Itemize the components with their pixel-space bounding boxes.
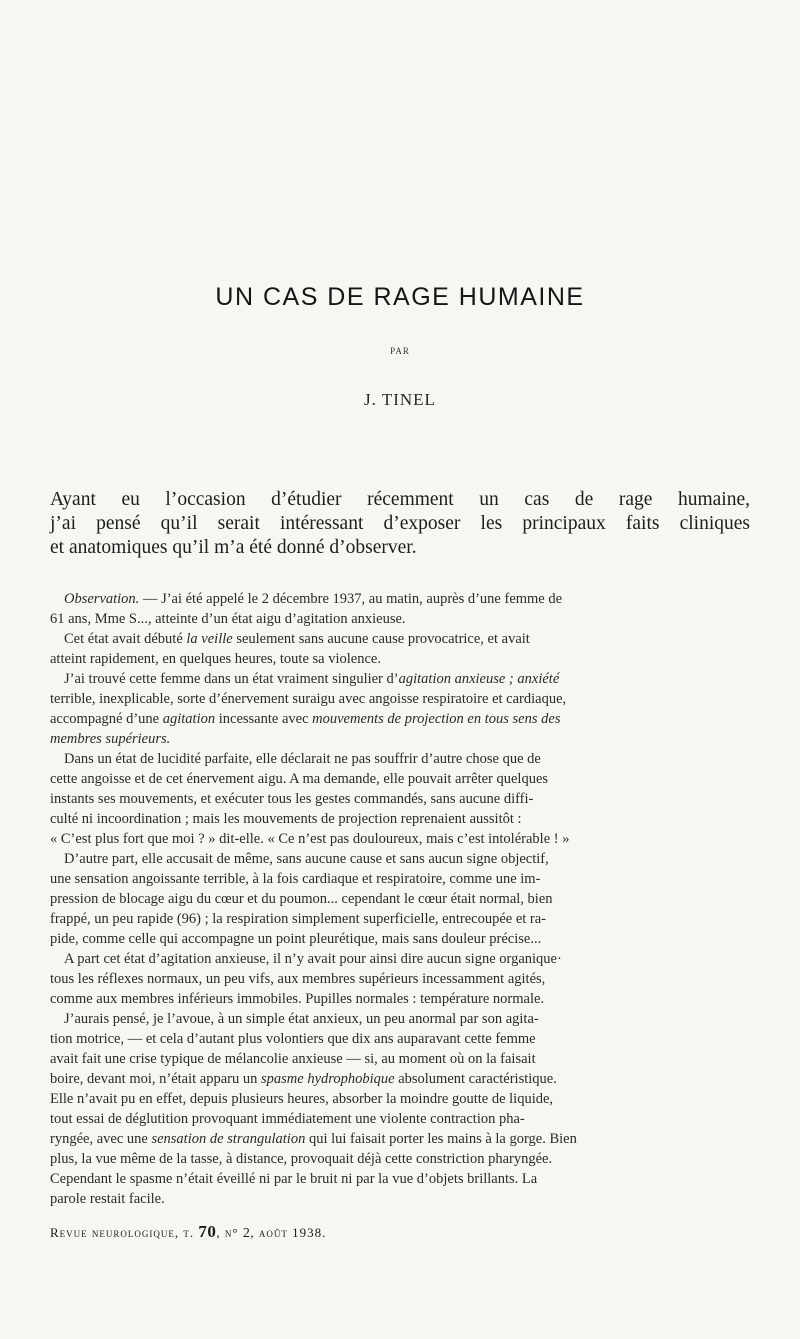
body-text: absolument caractéristique. (394, 1071, 557, 1087)
observation-text (50, 589, 750, 1209)
body-line (50, 1129, 750, 1149)
body-line (50, 589, 750, 609)
body-text: boire, devant moi, n’était apparu un (50, 1071, 261, 1087)
body-text: — J’ai été appelé le 2 décembre 1937, au matin, auprès d’une femme de (139, 591, 563, 607)
body-text: seulement sans aucune cause provocatrice, et avait (232, 631, 530, 647)
body-line: pide, comme celle qui accompagne un point pleurétique, mais sans douleur précise... (50, 931, 542, 947)
body-line (50, 669, 750, 689)
body-line: Elle n’avait pu en effet, depuis plusieurs heures, absorber la moindre goutte de liquide, (50, 1091, 554, 1107)
body-line: tous les réflexes normaux, un peu vifs, aux membres supérieurs incessamment agités, (50, 971, 546, 987)
author-name: J. TINEL (364, 390, 436, 409)
intro-paragraph (50, 488, 750, 560)
issue-number: 2 (242, 1226, 251, 1241)
body-line: plus, la vue même de la tasse, à distance, provoquait déjà cette constriction pharyngée. (50, 1151, 553, 1167)
intro-line: Ayant eu l’occasion d’étudier récemment un cas de rage humaine, (50, 489, 750, 510)
body-line: parole restait facile. (50, 1191, 165, 1207)
body-text: qui lui faisait porter les mains à la gorge. Bien (305, 1131, 577, 1147)
body-line: tout essai de déglutition provoquant immédiatement une violente contraction pha- (50, 1111, 525, 1127)
body-line: J’aurais pensé, je l’avoue, à un simple état anxieux, un peu anormal par son agita- (64, 1011, 539, 1027)
body-line: pression de blocage aigu du cœur et du poumon... cependant le cœur était normal, bien (50, 891, 553, 907)
issue-date: , août 1938. (250, 1225, 327, 1240)
tome-label: , t. (174, 1225, 199, 1240)
body-text: J’ai trouvé cette femme dans un état vraiment singulier d’ (64, 671, 399, 687)
body-line: Cependant le spasme n’était éveillé ni par le bruit ni par la vue d’objets brillants. La (50, 1171, 538, 1187)
body-line: frappé, un peu rapide (96) ; la respiration simplement superficielle, entrecoupée et ra- (50, 911, 547, 927)
body-line: cette angoisse et de cet énervement aigu. A ma demande, elle pouvait arrêter quelques (50, 771, 549, 787)
body-italic: agitation anxieuse ; anxiété (398, 671, 560, 687)
article-title: UN CAS DE RAGE HUMAINE (215, 283, 585, 311)
body-italic: la veille (186, 631, 233, 647)
body-line: D’autre part, elle accusait de même, sans aucune cause et sans aucun signe objectif, (64, 851, 549, 867)
body-line: culté ni incoordination ; mais les mouvements de projection reprenaient aussitôt : (50, 811, 522, 827)
body-line: A part cet état d’agitation anxieuse, il n’y avait pour ainsi dire aucun signe organique· (64, 951, 562, 967)
body-line: tion motrice, — et cela d’autant plus volontiers que dix ans auparavant cette femme (50, 1031, 536, 1047)
body-line: « C’est plus fort que moi ? » dit-elle. « Ce n’est pas douloureux, mais c’est intolérable ! » (50, 831, 570, 847)
intro-line: et anatomiques qu’il m’a été donné d’observer. (50, 537, 417, 558)
body-text: incessante avec (215, 711, 313, 727)
body-line (50, 1069, 750, 1089)
body-line: atteint rapidement, en quelques heures, toute sa violence. (50, 651, 381, 667)
body-line: comme aux membres inférieurs immobiles. Pupilles normales : température normale. (50, 991, 545, 1007)
tome-number: 70 (198, 1222, 217, 1241)
number-label: , n° (216, 1225, 243, 1240)
body-italic: sensation de strangulation (151, 1131, 306, 1147)
intro-line: j’ai pensé qu’il serait intéressant d’exposer les principaux faits cliniques (50, 513, 750, 534)
body-line: 61 ans, Mme S..., atteinte d’un état aigu d’agitation anxieuse. (50, 611, 406, 627)
body-line: Dans un état de lucidité parfaite, elle déclarait ne pas souffrir d’autre chose que de (64, 751, 541, 767)
body-line: avait fait une crise typique de mélancolie anxieuse — si, au moment où on la faisait (50, 1051, 536, 1067)
body-line: membres supérieurs. (50, 731, 171, 747)
body-line: instants ses mouvements, et exécuter tous les gestes commandés, sans aucune diffi- (50, 791, 534, 807)
body-line: une sensation angoissante terrible, à la fois cardiaque et respiratoire, comme une im- (50, 871, 541, 887)
observation-label: Observation. (64, 591, 140, 607)
body-italic: agitation (162, 711, 216, 727)
journal-name: Revue neurologique (50, 1225, 175, 1240)
journal-footer (50, 1222, 750, 1242)
body-italic: spasme hydrophobique (261, 1071, 395, 1087)
byline-par: PAR (390, 346, 410, 356)
body-text: accompagné d’une (50, 711, 163, 727)
body-text: Cet état avait débuté (64, 631, 187, 647)
body-italic: mouvements de projection en tous sens des (312, 711, 561, 727)
body-line: terrible, inexplicable, sorte d’énervement suraigu avec angoisse respiratoire et cardiaque, (50, 691, 567, 707)
body-text: ryngée, avec une (50, 1131, 152, 1147)
body-line (50, 709, 750, 729)
body-line (50, 629, 750, 649)
